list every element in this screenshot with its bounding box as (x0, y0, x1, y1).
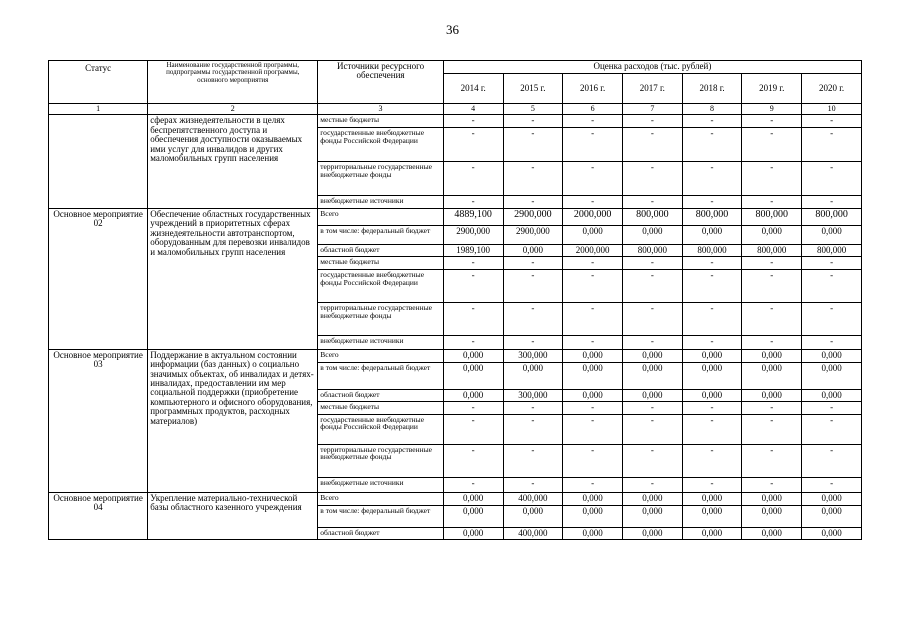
value-cell: - (682, 477, 742, 492)
value-cell: - (802, 414, 862, 444)
value-cell: - (682, 195, 742, 208)
header-year: 2019 г. (742, 74, 802, 104)
value-cell: - (802, 257, 862, 269)
value-cell: - (563, 127, 623, 161)
table-row (49, 115, 862, 127)
value-cell: - (503, 335, 563, 349)
value-cell: 0,000 (802, 362, 862, 389)
value-cell: - (563, 115, 623, 127)
value-cell: - (563, 414, 623, 444)
value-cell: 0,000 (802, 389, 862, 401)
value-cell: 0,000 (622, 492, 682, 505)
value-cell: - (742, 161, 802, 195)
value-cell: - (622, 127, 682, 161)
value-cell: - (503, 414, 563, 444)
funding-source: территориальные государственные внебюджетные фонды (318, 161, 444, 195)
value-cell: - (622, 269, 682, 302)
header-year: 2020 г. (802, 74, 862, 104)
value-cell: 0,000 (682, 492, 742, 505)
value-cell: 0,000 (443, 389, 503, 401)
value-cell: 0,000 (443, 492, 503, 505)
value-cell: - (802, 269, 862, 302)
value-cell: 0,000 (503, 244, 563, 256)
column-number: 6 (563, 104, 623, 115)
value-cell: - (443, 302, 503, 335)
value-cell: 0,000 (802, 349, 862, 362)
value-cell: - (622, 195, 682, 208)
value-cell: - (622, 257, 682, 269)
value-cell: 0,000 (443, 527, 503, 539)
value-cell: - (802, 444, 862, 477)
value-cell: - (443, 477, 503, 492)
funding-source: государственные внебюджетные фонды Российской Федерации (318, 269, 444, 302)
header-sources: Источники ресурсного обеспечения (318, 61, 444, 104)
value-cell: - (503, 444, 563, 477)
funding-source: местные бюджеты (318, 257, 444, 269)
column-number: 5 (503, 104, 563, 115)
value-cell: - (802, 127, 862, 161)
value-cell: - (563, 302, 623, 335)
value-cell: - (563, 269, 623, 302)
value-cell: 800,000 (622, 244, 682, 256)
funding-source: областной бюджет (318, 527, 444, 539)
value-cell: - (742, 444, 802, 477)
value-cell: 0,000 (742, 389, 802, 401)
value-cell: 0,000 (742, 505, 802, 527)
header-estimate: Оценка расходов (тыс. рублей) (443, 61, 861, 74)
value-cell: - (622, 115, 682, 127)
funding-source: областной бюджет (318, 389, 444, 401)
activity-name: Укрепление материально-технической базы областного казенного учреждения (148, 492, 318, 539)
header-year: 2017 г. (622, 74, 682, 104)
value-cell: 0,000 (682, 225, 742, 244)
value-cell: - (443, 335, 503, 349)
status-cell: Основное мероприятие 04 (49, 492, 148, 539)
value-cell: 800,000 (622, 208, 682, 225)
table-row (49, 208, 862, 225)
value-cell: - (742, 257, 802, 269)
funding-source: государственные внебюджетные фонды Российской Федерации (318, 414, 444, 444)
value-cell: - (563, 257, 623, 269)
value-cell: - (682, 335, 742, 349)
value-cell: 2000,000 (563, 244, 623, 256)
value-cell: - (622, 402, 682, 414)
status-cell: Основное мероприятие 02 (49, 208, 148, 349)
value-cell: - (682, 257, 742, 269)
column-number: 9 (742, 104, 802, 115)
value-cell: - (443, 161, 503, 195)
value-cell: - (802, 161, 862, 195)
value-cell: - (563, 477, 623, 492)
value-cell: - (563, 335, 623, 349)
value-cell: 0,000 (563, 225, 623, 244)
value-cell: 0,000 (563, 362, 623, 389)
value-cell: - (503, 161, 563, 195)
value-cell: - (443, 257, 503, 269)
header-year: 2014 г. (443, 74, 503, 104)
value-cell: - (503, 302, 563, 335)
value-cell: 0,000 (802, 505, 862, 527)
value-cell: - (563, 161, 623, 195)
value-cell: - (742, 335, 802, 349)
value-cell: - (742, 269, 802, 302)
value-cell: - (563, 402, 623, 414)
value-cell: - (682, 414, 742, 444)
column-number: 4 (443, 104, 503, 115)
value-cell: 0,000 (503, 505, 563, 527)
activity-name: Обеспечение областных государственных учреждений в приоритетных сферах жизнедеятельности автотранспортом, оборудованным для перевозки инвалидов и маломобильных групп населения (148, 208, 318, 349)
header-year: 2016 г. (563, 74, 623, 104)
value-cell: 1989,100 (443, 244, 503, 256)
value-cell: - (622, 444, 682, 477)
funding-source: внебюджетные источники (318, 477, 444, 492)
value-cell: - (742, 477, 802, 492)
table-row (49, 349, 862, 362)
value-cell: 0,000 (742, 349, 802, 362)
value-cell: - (443, 402, 503, 414)
value-cell: 0,000 (682, 527, 742, 539)
value-cell: - (682, 161, 742, 195)
value-cell: 0,000 (682, 505, 742, 527)
value-cell: 2900,000 (503, 208, 563, 225)
value-cell: 0,000 (622, 225, 682, 244)
value-cell: 300,000 (503, 389, 563, 401)
funding-source: в том числе: федеральный бюджет (318, 505, 444, 527)
value-cell: - (503, 127, 563, 161)
value-cell: - (742, 302, 802, 335)
value-cell: - (682, 402, 742, 414)
value-cell: - (443, 127, 503, 161)
value-cell: 0,000 (622, 362, 682, 389)
value-cell: - (802, 115, 862, 127)
value-cell: - (802, 302, 862, 335)
value-cell: 800,000 (802, 244, 862, 256)
value-cell: - (802, 402, 862, 414)
activity-name: сферах жизнедеятельности в целях беспрепятственного доступа и обеспечения доступности оказываемых ими услуг для инвалидов и других маломобильных групп населения (148, 115, 318, 208)
value-cell: 0,000 (443, 362, 503, 389)
value-cell: 0,000 (563, 492, 623, 505)
value-cell: - (622, 414, 682, 444)
value-cell: 800,000 (682, 208, 742, 225)
value-cell: 0,000 (742, 527, 802, 539)
value-cell: 0,000 (742, 492, 802, 505)
value-cell: 0,000 (503, 362, 563, 389)
value-cell: 800,000 (682, 244, 742, 256)
value-cell: - (503, 195, 563, 208)
value-cell: 0,000 (622, 527, 682, 539)
value-cell: 2900,000 (503, 225, 563, 244)
header-status: Статус (49, 61, 148, 104)
funding-source: территориальные государственные внебюджетные фонды (318, 444, 444, 477)
value-cell: 0,000 (563, 349, 623, 362)
value-cell: 2000,000 (563, 208, 623, 225)
value-cell: 0,000 (622, 505, 682, 527)
budget-table (48, 60, 862, 540)
value-cell: - (503, 402, 563, 414)
page-number: 36 (446, 22, 459, 37)
value-cell: - (682, 444, 742, 477)
column-number: 7 (622, 104, 682, 115)
value-cell: - (622, 161, 682, 195)
funding-source: местные бюджеты (318, 115, 444, 127)
value-cell: - (802, 477, 862, 492)
value-cell: - (503, 115, 563, 127)
header-year: 2015 г. (503, 74, 563, 104)
value-cell: 0,000 (742, 362, 802, 389)
funding-source: Всего (318, 492, 444, 505)
value-cell: - (443, 195, 503, 208)
value-cell: - (802, 335, 862, 349)
table-row (49, 492, 862, 505)
value-cell: 2900,000 (443, 225, 503, 244)
column-number: 10 (802, 104, 862, 115)
value-cell: - (443, 414, 503, 444)
value-cell: - (622, 477, 682, 492)
value-cell: - (742, 127, 802, 161)
value-cell: 800,000 (742, 244, 802, 256)
header-name: Наименование государственной программы, подпрограммы государственной программы, основного мероприятия (148, 61, 318, 104)
value-cell: - (682, 302, 742, 335)
status-cell (49, 115, 148, 208)
value-cell: 0,000 (682, 349, 742, 362)
value-cell: - (682, 269, 742, 302)
value-cell: 0,000 (563, 527, 623, 539)
value-cell: - (503, 269, 563, 302)
column-number: 1 (49, 104, 148, 115)
value-cell: - (443, 115, 503, 127)
funding-source: внебюджетные источники (318, 335, 444, 349)
value-cell: - (802, 195, 862, 208)
funding-source: Всего (318, 349, 444, 362)
value-cell: - (563, 444, 623, 477)
value-cell: - (622, 335, 682, 349)
funding-source: областной бюджет (318, 244, 444, 256)
value-cell: - (742, 402, 802, 414)
column-number: 8 (682, 104, 742, 115)
value-cell: 0,000 (622, 389, 682, 401)
value-cell: 0,000 (682, 362, 742, 389)
column-number: 3 (318, 104, 444, 115)
value-cell: 0,000 (682, 389, 742, 401)
value-cell: 400,000 (503, 527, 563, 539)
value-cell: 400,000 (503, 492, 563, 505)
value-cell: - (443, 444, 503, 477)
value-cell: 0,000 (563, 505, 623, 527)
value-cell: - (742, 195, 802, 208)
header-year: 2018 г. (682, 74, 742, 104)
value-cell: 800,000 (802, 208, 862, 225)
column-number: 2 (148, 104, 318, 115)
funding-source: местные бюджеты (318, 402, 444, 414)
value-cell: 0,000 (563, 389, 623, 401)
value-cell: 800,000 (742, 208, 802, 225)
value-cell: 0,000 (802, 527, 862, 539)
status-cell: Основное мероприятие 03 (49, 349, 148, 492)
value-cell: - (503, 257, 563, 269)
value-cell: - (742, 115, 802, 127)
value-cell: 0,000 (622, 349, 682, 362)
value-cell: - (443, 269, 503, 302)
funding-source: территориальные государственные внебюджетные фонды (318, 302, 444, 335)
value-cell: 0,000 (742, 225, 802, 244)
value-cell: - (742, 414, 802, 444)
value-cell: 4889,100 (443, 208, 503, 225)
value-cell: 300,000 (503, 349, 563, 362)
value-cell: 0,000 (802, 492, 862, 505)
funding-source: Всего (318, 208, 444, 225)
value-cell: 0,000 (802, 225, 862, 244)
value-cell: - (503, 477, 563, 492)
funding-source: внебюджетные источники (318, 195, 444, 208)
value-cell: - (622, 302, 682, 335)
activity-name: Поддержание в актуальном состоянии информации (баз данных) о социально значимых объектах, об инвалидах и детях-инвалидах, предоставлении им мер социальной поддержки (приобретение компьютерного и офисного оборудования, программных продуктов, расходных материалов) (148, 349, 318, 492)
value-cell: - (682, 115, 742, 127)
value-cell: - (682, 127, 742, 161)
funding-source: государственные внебюджетные фонды Российской Федерации (318, 127, 444, 161)
value-cell: - (563, 195, 623, 208)
funding-source: в том числе: федеральный бюджет (318, 225, 444, 244)
funding-source: в том числе: федеральный бюджет (318, 362, 444, 389)
value-cell: 0,000 (443, 349, 503, 362)
value-cell: 0,000 (443, 505, 503, 527)
